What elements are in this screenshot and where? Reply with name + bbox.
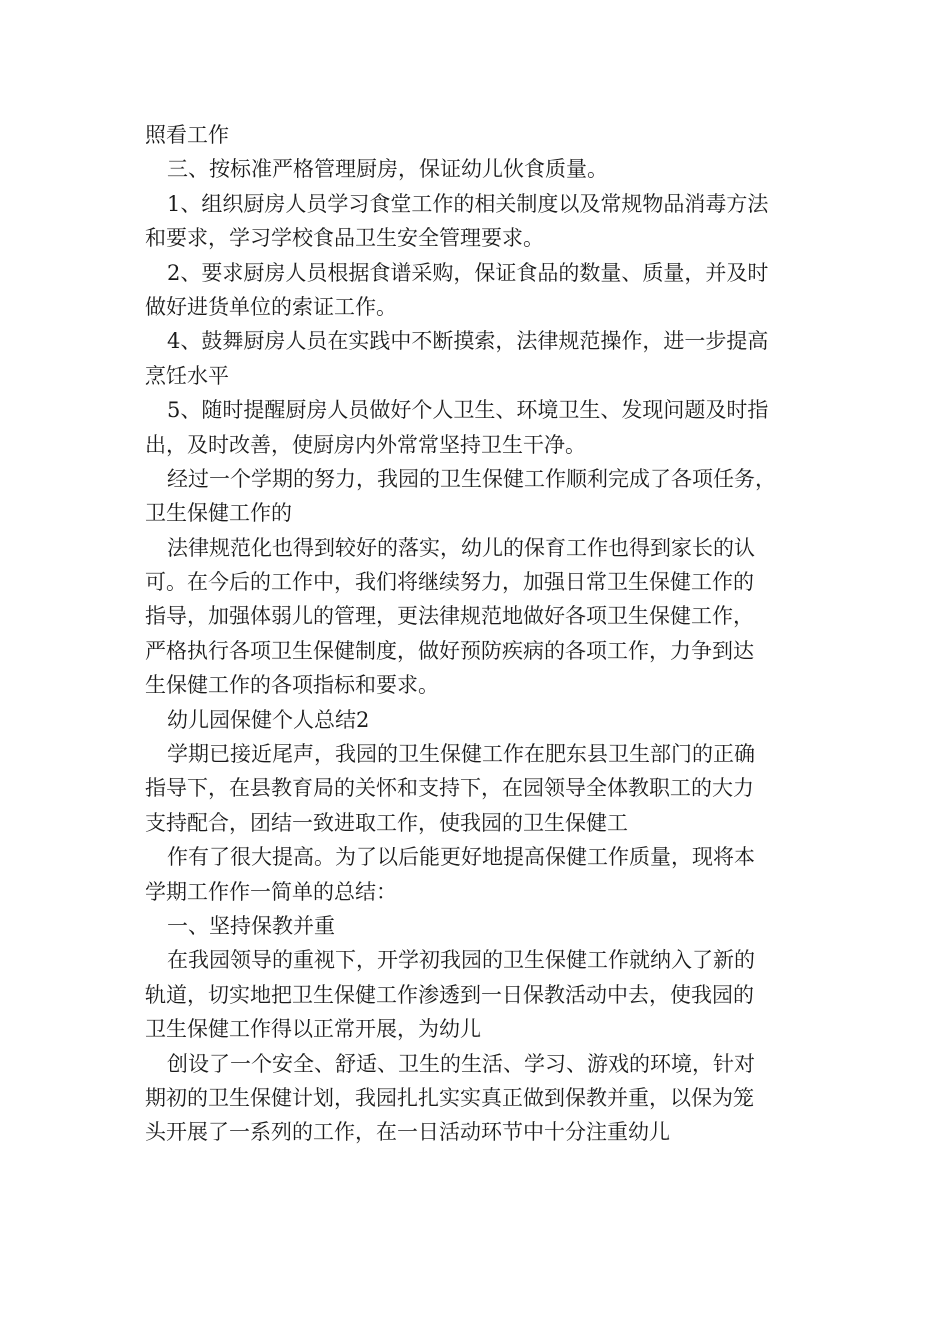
text-line: 创设了一个安全、舒适、卫生的生活、学习、游戏的环境，针对 [167,1051,755,1076]
text-line: 做好进货单位的索证工作。 [145,294,397,319]
text-line: 学期已接近尾声，我园的卫生保健工作在肥东县卫生部门的正确 [167,742,755,767]
text-line: 三、按标准严格管理厨房，保证幼儿伙食质量。 [167,157,608,182]
text-line: 出，及时改善，使厨房内外常常坚持卫生干净。 [145,432,586,457]
text-line: 可。在今后的工作中，我们将继续努力，加强日常卫生保健工作的 [145,570,754,595]
text-line: 2、要求厨房人员根据食谱采购，保证食品的数量、质量，并及时 [167,260,769,285]
text-line: 作有了很大提高。为了以后能更好地提高保健工作质量，现将本 [167,845,755,870]
text-line: 指导，加强体弱儿的管理，更法律规范地做好各项卫生保健工作， [145,604,754,629]
text-line: 卫生保健工作的 [145,501,292,526]
text-line: 烹饪水平 [145,363,229,388]
text-line: 经过一个学期的努力，我园的卫生保健工作顺利完成了各项任务， [167,466,776,491]
text-line: 指导下，在县教育局的关怀和支持下，在园领导全体教职工的大力 [145,776,754,801]
text-line: 4、鼓舞厨房人员在实践中不断摸索，法律规范操作，进一步提高 [167,329,769,354]
text-line: 一、坚持保教并重 [167,913,335,938]
text-line: 头开展了一系列的工作，在一日活动环节中十分注重幼儿 [145,1120,670,1145]
text-line: 轨道，切实地把卫生保健工作渗透到一日保教活动中去，使我园的 [145,982,754,1007]
text-line: 幼儿园保健个人总结2 [167,707,370,732]
text-line: 生保健工作的各项指标和要求。 [145,673,439,698]
text-line: 在我园领导的重视下，开学初我园的卫生保健工作就纳入了新的 [167,948,755,973]
text-line: 期初的卫生保健计划，我园扎扎实实真正做到保教并重，以保为笼 [145,1085,754,1110]
text-line: 5、随时提醒厨房人员做好个人卫生、环境卫生、发现问题及时指 [167,398,769,423]
text-line: 学期工作作一简单的总结： [145,879,397,904]
text-line: 和要求，学习学校食品卫生安全管理要求。 [145,226,544,251]
text-line: 卫生保健工作得以正常开展，为幼儿 [145,1017,481,1042]
document-body [145,118,825,1150]
text-line: 严格执行各项卫生保健制度，做好预防疾病的各项工作，力争到达 [145,638,754,663]
text-line: 支持配合，团结一致进取工作，使我园的卫生保健工 [145,810,628,835]
text-line: 照看工作 [145,123,229,147]
text-line: 1、组织厨房人员学习食堂工作的相关制度以及常规物品消毒方法 [167,191,769,216]
text-line: 法律规范化也得到较好的落实，幼儿的保育工作也得到家长的认 [167,535,755,560]
